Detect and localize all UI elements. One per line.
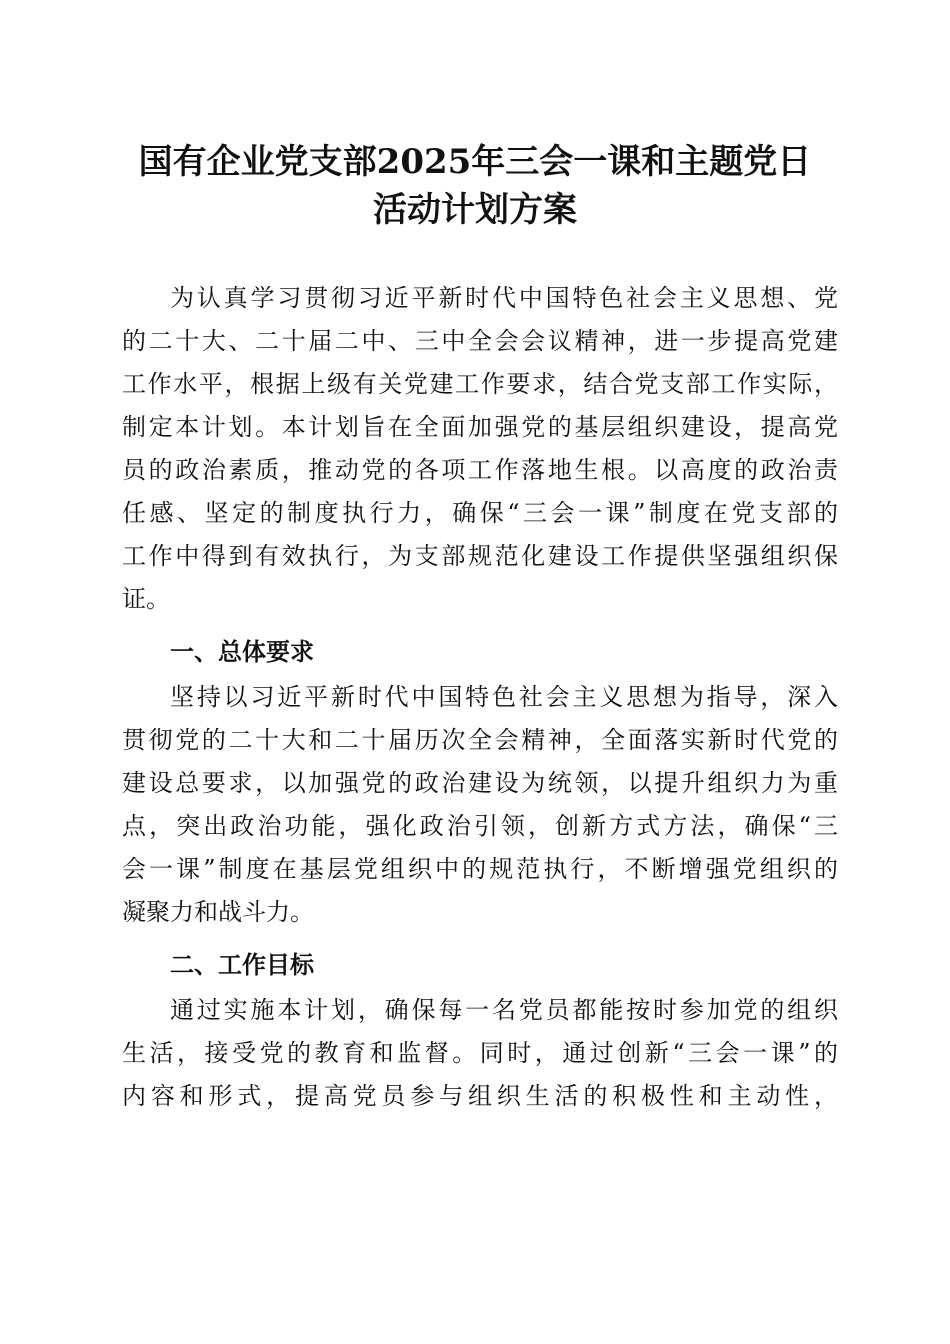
section-1-line: 点，突出政治功能，强化政治引领，创新方式方法，确保“三 [122, 812, 838, 840]
section-2-line: 通过实施本计划，确保每一名党员都能按时参加党的组织 [170, 996, 838, 1024]
document-title-line-2: 活动计划方案 [373, 190, 577, 230]
section-1-line: 凝聚力和战斗力。 [122, 898, 314, 926]
section-1-line: 会一课”制度在基层党组织中的规范执行，不断增强党组织的 [122, 855, 838, 883]
section-1-line: 坚持以习近平新时代中国特色社会主义思想为指导，深入 [170, 683, 838, 711]
document-title-line-1: 国有企业党支部2025年三会一课和主题党日 [138, 142, 812, 182]
intro-line: 的二十大、二十届二中、三中全会会议精神，进一步提高党建 [122, 327, 838, 355]
section-1-line: 建设总要求，以加强党的政治建设为统领，以提升组织力为重 [122, 769, 838, 797]
section-heading-general-requirements: 一、总体要求 [170, 638, 314, 666]
intro-line: 工作中得到有效执行，为支部规范化建设工作提供坚强组织保 [122, 542, 838, 570]
intro-line: 制定本计划。本计划旨在全面加强党的基层组织建设，提高党 [122, 413, 838, 441]
intro-line: 员的政治素质，推动党的各项工作落地生根。以高度的政治责 [122, 456, 838, 484]
section-1-line: 贯彻党的二十大和二十届历次全会精神，全面落实新时代党的 [122, 726, 838, 754]
section-heading-work-goals: 二、工作目标 [170, 951, 314, 979]
intro-line: 工作水平，根据上级有关党建工作要求，结合党支部工作实际， [122, 370, 838, 398]
intro-line: 为认真学习贯彻习近平新时代中国特色社会主义思想、党 [170, 284, 838, 312]
section-2-line: 内容和形式，提高党员参与组织生活的积极性和主动性， [122, 1082, 838, 1110]
intro-line: 证。 [122, 585, 170, 613]
section-2-line: 生活，接受党的教育和监督。同时，通过创新“三会一课”的 [122, 1039, 838, 1067]
intro-line: 任感、坚定的制度执行力，确保“三会一课”制度在党支部的 [122, 499, 838, 527]
